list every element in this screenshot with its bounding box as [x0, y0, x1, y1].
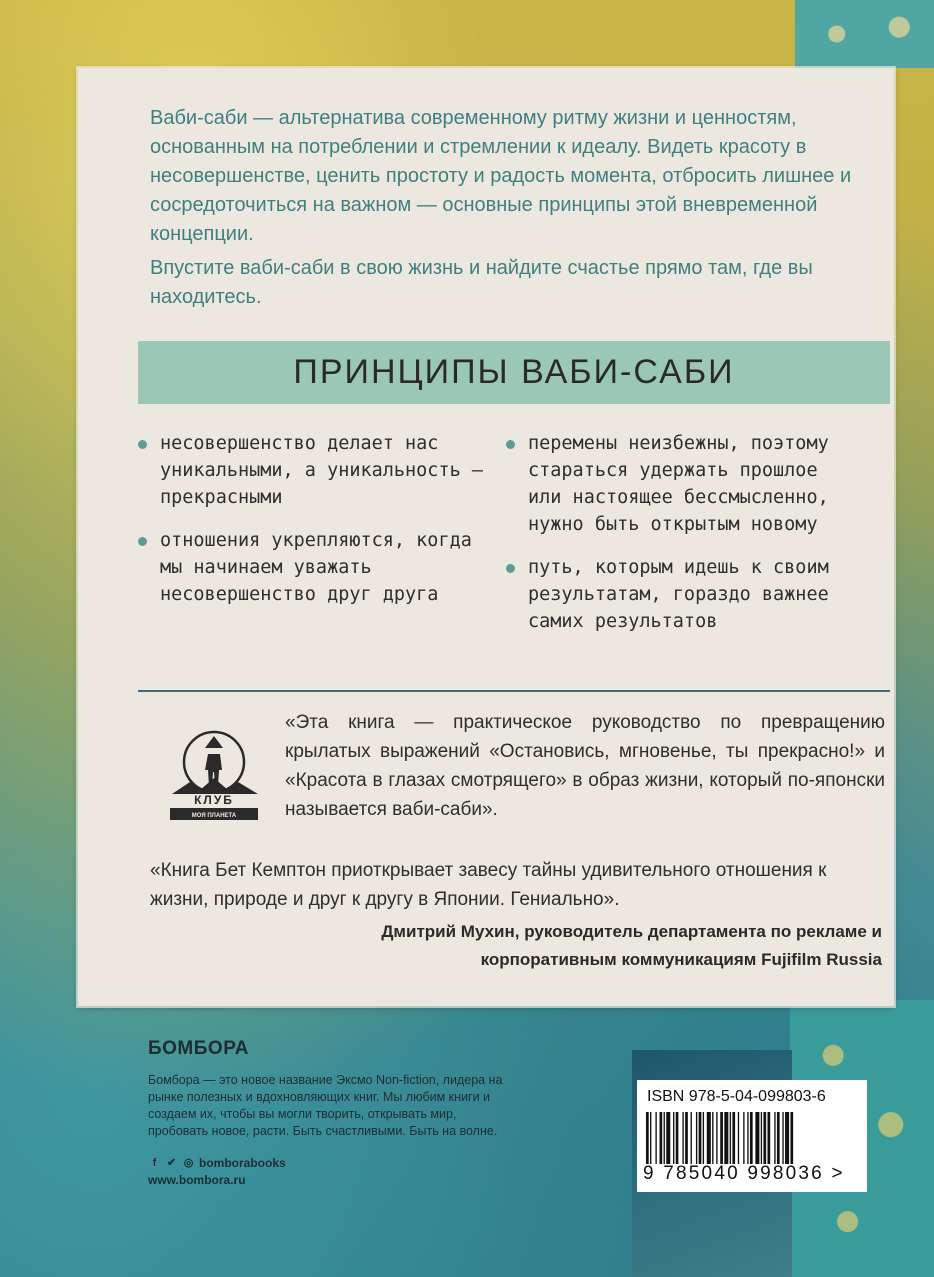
review-attribution: Дмитрий Мухин, руководитель департамента по рекламе и корпоративным коммуникациям Fujifilm Russia — [381, 922, 882, 969]
barcode-bar — [650, 1112, 651, 1164]
bullet-icon — [138, 440, 147, 449]
barcode-bar — [660, 1112, 663, 1164]
principle-text: путь, которым идешь к своим результатам, гораздо важнее самих результатов — [528, 557, 829, 632]
instagram-icon: ◎ — [183, 1156, 194, 1169]
barcode-bar — [707, 1112, 711, 1164]
barcode-bar — [785, 1112, 789, 1164]
barcode-bar — [703, 1112, 704, 1164]
principles-title: ПРИНЦИПЫ ВАБИ-САБИ — [293, 353, 735, 391]
principle-text: несовершенство делает нас уникальными, а уникальность — прекрасными — [160, 433, 484, 508]
barcode-bar — [747, 1112, 748, 1164]
barcode-bar — [724, 1112, 728, 1164]
barcode-bar — [774, 1112, 775, 1164]
barcode-bar — [777, 1112, 780, 1164]
barcode-bar — [666, 1112, 670, 1164]
isbn-number: ISBN 978-5-04-099803-6 — [647, 1088, 826, 1105]
principles-column-right — [503, 430, 853, 635]
facebook-icon: f — [152, 1156, 157, 1169]
principle-item — [503, 430, 853, 538]
bullet-icon — [138, 537, 147, 546]
website-link: www.bombora.ru — [148, 1173, 246, 1187]
principle-item — [135, 527, 485, 608]
barcode-bar — [732, 1112, 735, 1164]
principles-list — [135, 430, 895, 690]
principles-column-left — [135, 430, 485, 608]
barcode-bar — [743, 1112, 744, 1164]
intro-paragraph-2: Впустите ваби-саби в свою жизнь и найдите счастье прямо там, где вы находитесь. — [150, 257, 813, 308]
club-logo-title: КЛУБ — [194, 793, 234, 807]
barcode-bar — [696, 1112, 697, 1164]
barcode-bar — [782, 1112, 783, 1164]
principle-text: отношения укрепляются, когда мы начинаем уважать несовершенство друг друга — [160, 530, 472, 605]
barcode-label — [637, 1080, 867, 1192]
barcode-bar — [646, 1112, 649, 1164]
barcode-icon — [646, 1112, 858, 1164]
ornament-pattern-top — [795, 0, 934, 68]
bullet-icon — [506, 440, 515, 449]
barcode-bar — [712, 1112, 713, 1164]
section-divider — [138, 690, 890, 692]
barcode-bar — [738, 1112, 739, 1164]
principle-item — [503, 554, 853, 635]
barcode-bar — [655, 1112, 656, 1164]
publisher-logo: БОМБОРА — [148, 1038, 249, 1059]
barcode-bar — [790, 1112, 793, 1164]
review-quote: «Книга Бет Кемптон приоткрывает завесу тайны удивительного отношения к жизни, природе и друг к другу в Японии. Гениально». — [150, 860, 827, 910]
barcode-bar — [664, 1112, 665, 1164]
publisher-description: Бомбора — это новое название Эксмо Non-fiction, лидера на рынке полезных и вдохновляющих книг. Мы любим книги и создаем их, чтобы вы могли творить, открывать мир, пробовать новое, расти. Быть счастливыми. Быть на волне. — [148, 1073, 503, 1138]
book-quote: «Эта книга — практическое руководство по превращению крылатых выражений «Остановись, мгновенье, ты прекрасно!» и «Красота в глазах смотрящего» в образ жизни, который по-японски называется ваби-саби». — [285, 712, 885, 820]
barcode-bar — [761, 1112, 762, 1164]
barcode-bar — [763, 1112, 766, 1164]
barcode-bar — [755, 1112, 759, 1164]
principles-band — [138, 341, 890, 404]
principle-item — [135, 430, 485, 511]
barcode-digits: 9 785040 998036 > — [643, 1163, 845, 1184]
barcode-bar — [720, 1112, 723, 1164]
vk-icon: ✔ — [166, 1156, 177, 1169]
barcode-bar — [682, 1112, 683, 1164]
barcode-bar — [730, 1112, 731, 1164]
barcode-bar — [699, 1112, 702, 1164]
social-links — [148, 1156, 508, 1170]
principle-text: перемены неизбежны, поэтому стараться удержать прошлое или настоящее бессмысленно, нужно быть открытым новому — [528, 433, 829, 535]
bullet-icon — [506, 564, 515, 573]
barcode-bar — [716, 1112, 717, 1164]
barcode-bar — [691, 1112, 692, 1164]
barcode-bar — [768, 1112, 771, 1164]
barcode-bar — [750, 1112, 753, 1164]
barcode-bar — [676, 1112, 679, 1164]
club-logo-subtitle: МОЯ ПЛАНЕТА — [191, 813, 237, 819]
barcode-bar — [685, 1112, 688, 1164]
social-handle: bomborabooks — [199, 1156, 286, 1170]
club-my-planet-logo — [170, 720, 266, 830]
barcode-bar — [673, 1112, 674, 1164]
intro-paragraph-1: Ваби-саби — альтернатива современному ритму жизни и ценностям, основанным на потреблении и стремлении к идеалу. Видеть красоту в несовершенстве, ценить простоту и радость момента, отбросить лишнее и сосредоточиться на важном — основные принципы этой вневременной концепции. — [150, 107, 852, 245]
publisher-block — [148, 1038, 508, 1187]
